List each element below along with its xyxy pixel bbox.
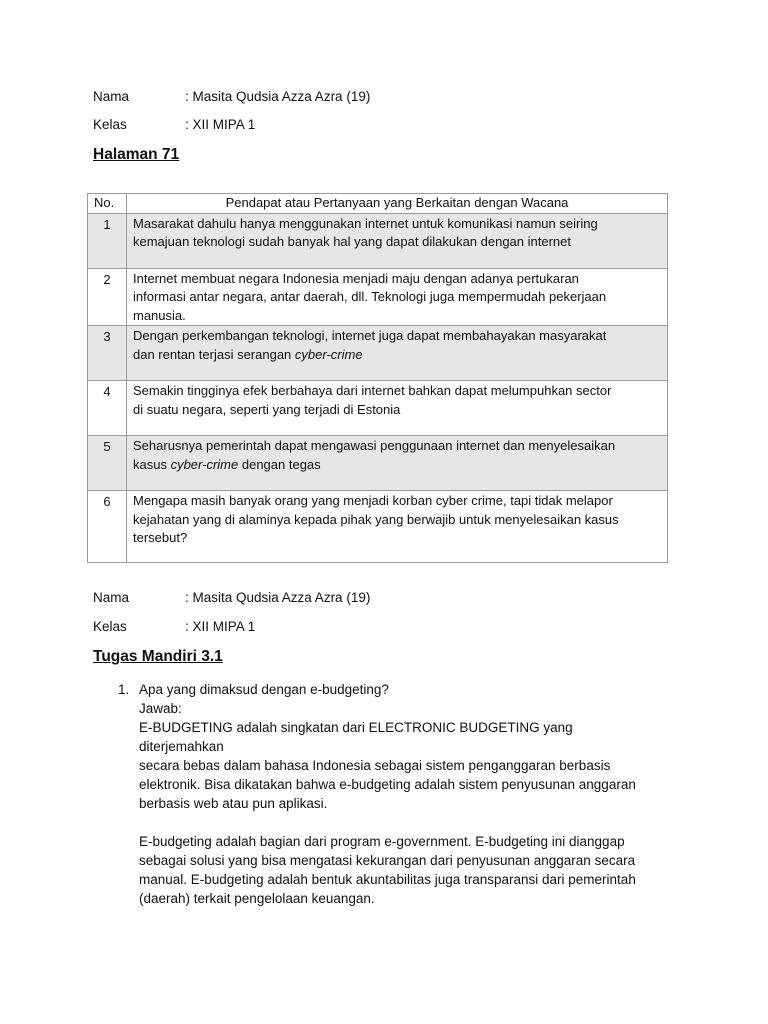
row-text bbox=[127, 491, 668, 563]
row-line: kejahatan yang di alaminya kepada pihak yang berwajib untuk menyelesaikan kasus bbox=[133, 511, 619, 527]
kelas-value: : XII MIPA 1 bbox=[185, 619, 256, 634]
row-number: 3 bbox=[88, 326, 127, 381]
row-number: 4 bbox=[88, 381, 127, 436]
answer-line: berbasis web atau pun aplikasi. bbox=[139, 796, 328, 811]
table-row bbox=[88, 268, 668, 326]
answer-line: secara bebas dalam bahasa Indonesia sebagai sistem penganggaran berbasis bbox=[139, 758, 611, 773]
row-line bbox=[133, 456, 661, 475]
nama-value: : Masita Qudsia Azza Azra (19) bbox=[185, 590, 371, 605]
row-line-start: kasus bbox=[133, 456, 171, 472]
row-text bbox=[127, 268, 668, 326]
kelas-value: : XII MIPA 1 bbox=[185, 117, 256, 132]
header-text: Pendapat atau Pertanyaan yang Berkaitan dengan Wacana bbox=[127, 194, 668, 214]
row-text bbox=[127, 326, 668, 381]
row-line bbox=[133, 346, 661, 365]
table-row bbox=[88, 381, 668, 436]
nama-label: Nama bbox=[93, 89, 130, 104]
answer-line: sebagai solusi yang bisa mengatasi kekurangan dari penyusunan anggaran secara bbox=[139, 853, 636, 868]
section-heading-tugas: Tugas Mandiri 3.1 bbox=[93, 648, 223, 665]
row-number: 6 bbox=[88, 491, 127, 563]
table-header-row bbox=[88, 194, 668, 214]
discussion-table bbox=[87, 193, 668, 563]
table-row bbox=[88, 436, 668, 491]
row-line: di suatu negara, seperti yang terjadi di Estonia bbox=[133, 401, 401, 417]
row-text bbox=[127, 213, 668, 268]
task-question: Apa yang dimaksud dengan e-budgeting? bbox=[139, 682, 389, 697]
row-line: Semakin tingginya efek berbahaya dari internet bahkan dapat melumpuhkan sector bbox=[133, 383, 612, 398]
row-line: kemajuan teknologi sudah banyak hal yang dapat dilakukan dengan internet bbox=[133, 234, 571, 249]
row-number: 1 bbox=[88, 213, 127, 268]
table-row bbox=[88, 326, 668, 381]
row-text bbox=[127, 436, 668, 491]
table-row bbox=[88, 491, 668, 563]
row-text bbox=[127, 381, 668, 436]
row-italic-term: cyber-crime bbox=[170, 456, 239, 472]
answer-line: E-budgeting adalah bagian dari program e-government. E-budgeting ini dianggap bbox=[139, 834, 625, 849]
kelas-label: Kelas bbox=[93, 619, 127, 634]
kelas-label: Kelas bbox=[93, 117, 127, 132]
task-answer-label: Jawab: bbox=[139, 701, 182, 716]
answer-line: E-BUDGETING adalah singkatan dari ELECTRONIC BUDGETING yang diterjemahkan bbox=[139, 720, 573, 754]
row-line: manusia. bbox=[133, 307, 186, 323]
row-line: Seharusnya pemerintah dapat mengawasi penggunaan internet dan menyelesaikan bbox=[133, 438, 616, 453]
row-line: informasi antar negara, antar daerah, dll. Teknologi juga mempermudah pekerjaan bbox=[133, 289, 607, 304]
row-italic-term: cyber-crime bbox=[294, 346, 363, 362]
row-line: Mengapa masih banyak orang yang menjadi korban cyber crime, tapi tidak melapor bbox=[133, 493, 613, 508]
table-row bbox=[88, 213, 668, 268]
answer-line: (daerah) terkait pengelolaan keuangan. bbox=[139, 891, 375, 906]
row-line-end: dengan tegas bbox=[238, 456, 321, 472]
row-line: Internet membuat negara Indonesia menjadi maju dengan adanya pertukaran bbox=[133, 270, 579, 286]
task-body bbox=[139, 680, 659, 908]
answer-line: manual. E-budgeting adalah bentuk akuntabilitas juga transparansi dari pemerintah bbox=[139, 872, 636, 887]
row-number: 5 bbox=[88, 436, 127, 491]
task-number: 1. bbox=[118, 682, 130, 697]
paragraph-gap bbox=[139, 813, 659, 832]
row-line: Masarakat dahulu hanya menggunakan internet untuk komunikasi namun seiring bbox=[133, 215, 598, 231]
row-line-start: dan rentan terjasi serangan bbox=[133, 346, 295, 362]
section-heading-halaman: Halaman 71 bbox=[93, 146, 180, 163]
row-number: 2 bbox=[88, 268, 127, 326]
nama-label: Nama bbox=[93, 590, 130, 605]
answer-line: elektronik. Bisa dikatakan bahwa e-budgeting adalah sistem penyusunan anggaran bbox=[139, 777, 636, 792]
nama-value: : Masita Qudsia Azza Azra (19) bbox=[185, 89, 371, 104]
row-line: tersebut? bbox=[133, 530, 188, 545]
row-line: Dengan perkembangan teknologi, internet juga dapat membahayakan masyarakat bbox=[133, 328, 607, 343]
header-no: No. bbox=[88, 194, 127, 214]
